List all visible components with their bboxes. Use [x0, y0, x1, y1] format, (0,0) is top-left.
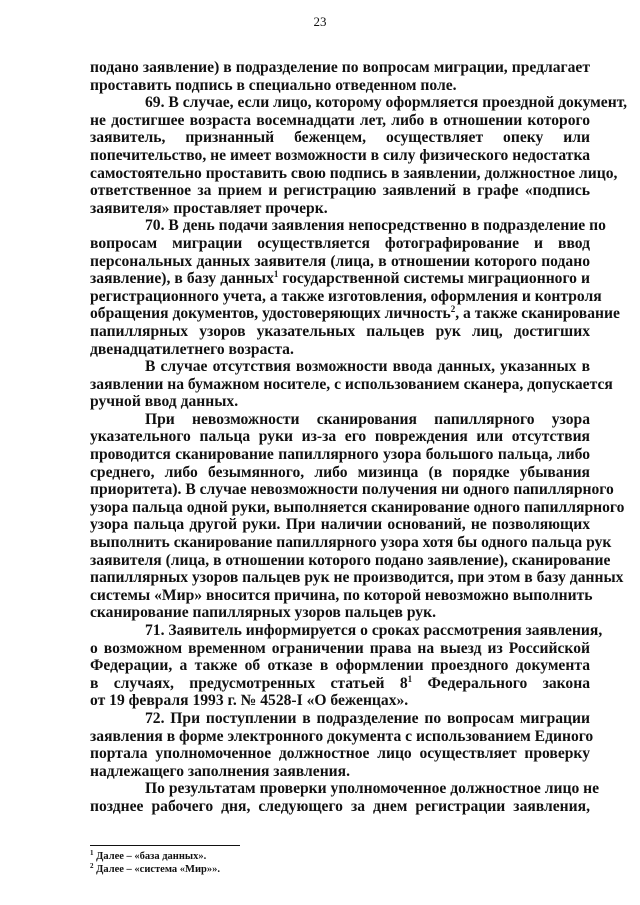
text-line: заявление), в базу данных$^1$ государственной системы миграционного и — [90, 269, 590, 288]
text-line: проставить подпись в специально отведенном поле. — [90, 76, 457, 94]
text-line: сканирование папиллярных узоров пальцев рук. — [90, 604, 436, 622]
text-line: двенадцатилетнего возраста. — [90, 340, 294, 358]
text-line: регистрационного учета, а также изготовления, оформления и контроля — [90, 287, 602, 305]
footnote-divider — [90, 845, 240, 846]
text-line: вопросам миграции осуществляется фотографирование и ввод — [90, 234, 590, 252]
text-line: заявителя» проставляет прочерк. — [90, 199, 328, 217]
text-line: В случае отсутствия возможности ввода данных, указанных в — [145, 358, 590, 376]
text-line: узора пальца другой руки. При наличии оснований, не позволяющих — [90, 516, 590, 534]
text-line: попечительство, не имеет возможности в силу физического недостатка — [90, 146, 590, 164]
text-line: 71. Заявитель информируется о сроках рассмотрения заявления, — [145, 622, 603, 639]
text-line: ответственное за прием и регистрацию заявлений в графе «подпись — [90, 182, 590, 200]
footnote-reference: 2 — [450, 304, 456, 315]
text-line: По результатам проверки уполномоченное должностное лицо не — [145, 780, 600, 798]
text-line: в случаях, предусмотренных статьей $8^1$ Федерального закона — [90, 673, 591, 692]
text-line: позднее рабочего дня, следующего за днем регистрации заявления, — [90, 797, 590, 815]
paragraph — [90, 709, 594, 780]
text-line: узора пальца одной руки, выполняется сканирование одного папиллярного — [90, 498, 625, 516]
footnote — [90, 863, 490, 876]
footnote — [90, 850, 490, 863]
text-line: персональных данных заявителя (лица, в отношении которого подано — [90, 252, 590, 270]
paragraph — [90, 59, 590, 94]
text-line: обращения документов, удостоверяющих личность$^2$, а также сканирование — [90, 304, 620, 323]
paragraph — [90, 780, 600, 815]
text-line: самостоятельно проставить свою подпись в заявлении, должностное лицо, — [90, 164, 618, 182]
text-line: папиллярных узоров пальцев рук не производится, при этом в базу данных — [90, 569, 624, 587]
text-line: выполнить сканирование папиллярного узора хотя бы одного пальца рук — [90, 534, 612, 552]
document-body — [90, 59, 628, 816]
text-line: 70. В день подачи заявления непосредственно в подразделение по — [145, 217, 606, 235]
text-line: приоритета). В случае невозможности получения ни одного папиллярного — [90, 481, 614, 499]
text-line: 69. В случае, если лицо, которому оформляется проездной документ, — [145, 94, 628, 112]
paragraph — [90, 622, 603, 710]
footnote-text: Далее – «система «Мир»». — [93, 864, 220, 875]
text-line: ручной ввод данных. — [90, 393, 239, 411]
text-line: подано заявление) в подразделение по вопросам миграции, предлагает — [90, 59, 590, 76]
paragraph — [90, 358, 613, 411]
footnote-text: Далее – «база данных». — [93, 851, 207, 862]
text-line: заявлении на бумажном носителе, с использованием сканера, допускается — [90, 375, 613, 393]
footnote-reference: 1 — [407, 673, 413, 684]
text-line: папиллярных узоров указательных пальцев рук лиц, достигших — [90, 322, 590, 340]
text-line: портала уполномоченное должностное лицо осуществляет проверку — [90, 745, 590, 763]
page-number: 23 — [313, 14, 327, 29]
text-line: заявителя (лица, в отношении которого подано заявление), сканирование — [90, 551, 611, 569]
footnote-reference: 1 — [273, 269, 279, 280]
text-line: 72. При поступлении в подразделение по вопросам миграции — [145, 709, 590, 727]
text-line: о возможном временном ограничении права на выезд из Российской — [90, 639, 590, 657]
footnote-mark: 1 — [90, 849, 94, 857]
paragraph — [90, 94, 628, 217]
text-line: При невозможности сканирования папиллярного узора — [145, 410, 590, 428]
text-line: Федерации, а также об отказе в оформлении проездного документа — [90, 657, 590, 675]
text-line: надлежащего заполнения заявления. — [90, 762, 350, 780]
text-line: не достигшее возраста восемнадцати лет, либо в отношении которого — [90, 111, 590, 129]
text-line: проводится сканирование папиллярного узора большого пальца, либо — [90, 446, 590, 464]
paragraph — [90, 217, 620, 358]
paragraph — [90, 410, 625, 622]
text-line: указательного пальца руки из-за его повреждения или отсутствия — [90, 428, 590, 446]
footnote-mark: 2 — [90, 862, 94, 870]
text-line: среднего, либо безымянного, либо мизинца (в порядке убывания — [90, 463, 590, 481]
text-line: системы «Мир» вносится причина, по которой невозможно выполнить — [90, 586, 593, 604]
text-line: заявления в форме электронного документа с использованием Единого — [90, 727, 594, 745]
footnotes — [90, 850, 490, 876]
text-line: от 19 февраля 1993 г. № 4528-I «О беженцах». — [90, 692, 409, 710]
text-line: заявитель, признанный беженцем, осуществляет опеку или — [90, 129, 590, 147]
